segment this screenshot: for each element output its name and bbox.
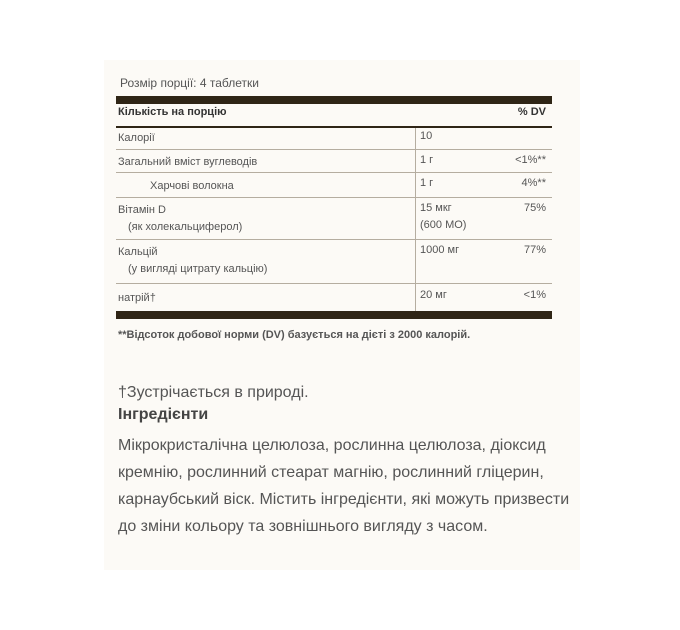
nutrient-dv: <1%** xyxy=(515,154,546,166)
ingredients-text: Мікрокристалічна целюлоза, рослинна целюлоза, діоксид кремнію, рослинний стеарат магнію, рослинний гліцерин, карнаубський віск. Містить інгредієнти, які можуть призвести до зміни кольору та зовнішнього вигляду з часом. xyxy=(118,437,570,535)
amount-per-serving-header: Кількість на порцію xyxy=(118,106,227,118)
nutrient-name: Вітамін D xyxy=(118,204,166,216)
table-row xyxy=(116,150,552,173)
nutrient-amount: 1 г xyxy=(420,154,434,166)
dv-footnote: **Відсоток добової норми (DV) базується на дієті з 2000 калорій. xyxy=(118,329,471,341)
nutrient-amount: 15 мкг xyxy=(420,202,452,214)
table-row xyxy=(116,240,552,284)
table-row xyxy=(116,128,552,150)
nutrient-amount-iu: (600 МО) xyxy=(420,219,467,231)
nutrient-name: Кальцій xyxy=(118,246,158,258)
bottom-divider xyxy=(116,311,552,319)
nutrient-name: Калорії xyxy=(118,132,155,144)
supplement-facts-panel xyxy=(104,60,580,570)
table-row xyxy=(116,173,552,198)
ingredients-title: Інгредієнти xyxy=(118,406,209,423)
nutrient-dv: 77% xyxy=(523,244,546,256)
nutrient-amount: 1 г xyxy=(420,177,434,189)
dv-header: % DV xyxy=(517,106,546,118)
top-divider xyxy=(116,96,552,104)
serving-size: Розмір порції: 4 таблетки xyxy=(120,76,259,90)
nutrient-dv: 75% xyxy=(523,202,546,214)
ingredients-section xyxy=(118,382,578,540)
nutrient-name: Харчові волокна xyxy=(150,180,234,192)
nutrient-amount: 10 xyxy=(420,130,433,142)
nutrient-name: натрій† xyxy=(118,292,156,304)
nutrient-source: (як холекальциферол) xyxy=(128,221,243,233)
table-row xyxy=(116,284,552,311)
nutrient-dv: <1% xyxy=(523,289,546,301)
nutrient-source: (у вигляді цитрату кальцію) xyxy=(128,263,268,275)
natural-source-note: †Зустрічається в природі. xyxy=(118,384,309,401)
nutrient-name: Загальний вміст вуглеводів xyxy=(118,156,258,168)
table-row xyxy=(116,198,552,240)
nutrient-amount: 1000 мг xyxy=(420,244,460,256)
nutrient-amount: 20 мг xyxy=(420,289,447,301)
nutrient-dv: 4%** xyxy=(521,177,546,189)
